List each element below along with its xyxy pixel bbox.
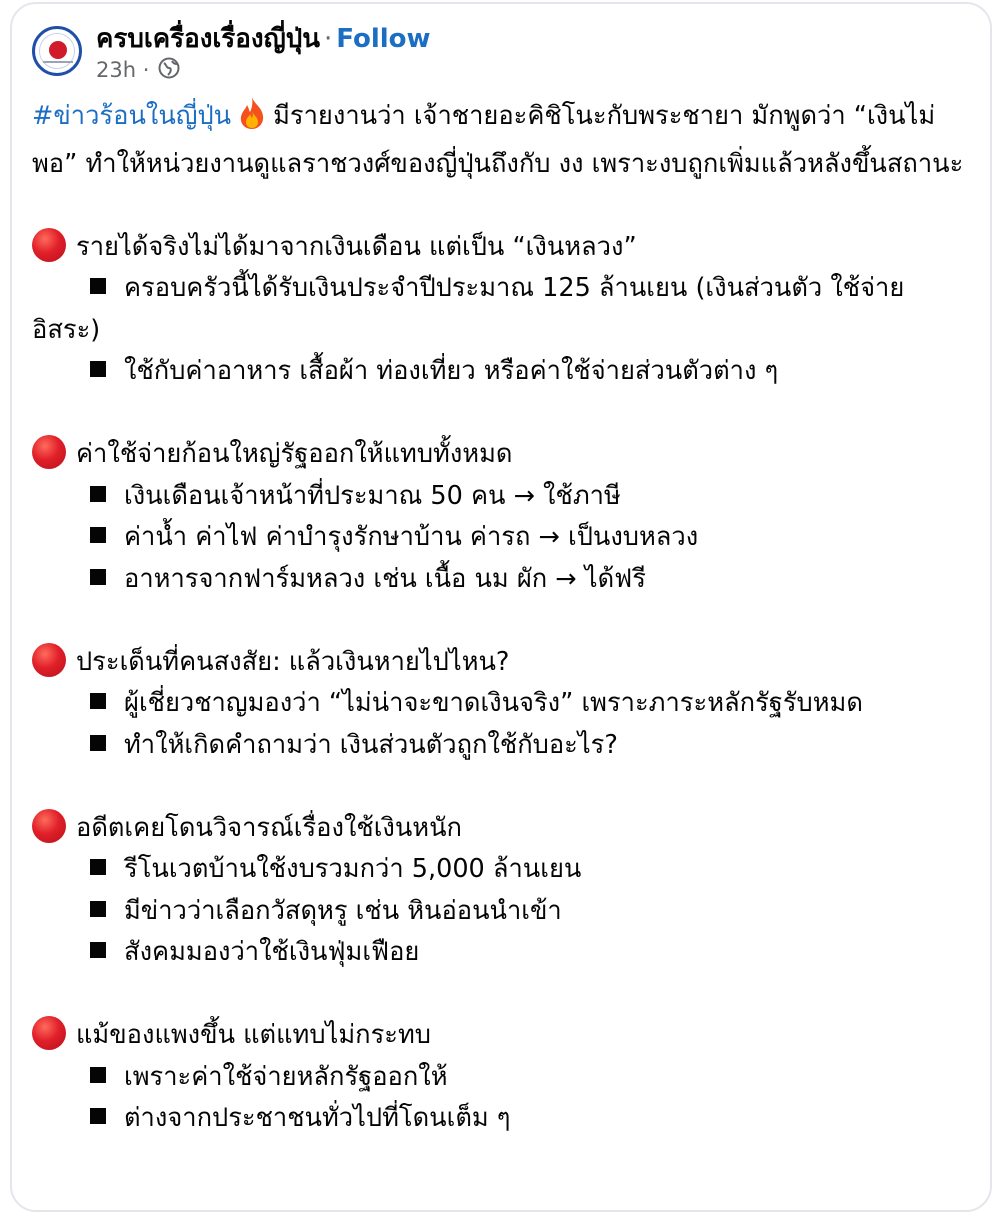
list-item bbox=[32, 1098, 972, 1140]
spacer bbox=[32, 600, 972, 642]
list-item bbox=[32, 268, 972, 351]
meta-separator: · bbox=[142, 58, 150, 82]
list-item bbox=[32, 932, 972, 974]
list-item-text: มีข่าวว่าเลือกวัสดุหรู เช่น หินอ่อนนำเข้า bbox=[124, 895, 562, 926]
red-circle-icon bbox=[32, 1016, 66, 1050]
list-item-text: ใช้กับค่าอาหาร เสื้อผ้า ท่องเที่ยว หรือค่าใช้จ่ายส่วนตัวต่าง ๆ bbox=[124, 356, 779, 386]
section-4 bbox=[32, 808, 972, 974]
black-square-icon bbox=[90, 361, 106, 377]
black-square-icon bbox=[90, 486, 106, 502]
avatar-logo bbox=[39, 33, 75, 69]
list-item-text: ต่างจากประชาชนทั่วไปที่โดนเต็ม ๆ bbox=[124, 1103, 511, 1133]
page-avatar[interactable] bbox=[32, 26, 82, 76]
list-item-text: ผู้เชี่ยวชาญมองว่า “ไม่น่าจะขาดเงินจริง” เพราะภาระหลักรัฐรับหมด bbox=[124, 688, 863, 718]
black-square-icon bbox=[90, 735, 106, 751]
list-item-text: รีโนเวตบ้านใช้งบรวมกว่า 5,000 ล้านเยน bbox=[124, 854, 582, 884]
author-name[interactable]: ครบเครื่องเรื่องญี่ปุ่น bbox=[96, 24, 321, 54]
black-square-icon bbox=[90, 527, 106, 543]
post-meta bbox=[96, 56, 180, 86]
section-1 bbox=[32, 227, 972, 393]
fire-emoji-icon bbox=[237, 96, 267, 144]
black-square-icon bbox=[90, 901, 106, 917]
section-heading bbox=[32, 808, 972, 850]
section-heading bbox=[32, 642, 972, 684]
intro-text: มีรายงานว่า เจ้าชายอะคิชิโนะกับพระชายา มักพูดว่า “เงินไม่พอ” ทำให้หน่วยงานดูแลราชวงศ์ของญี่ปุ่นถึงกับ งง เพราะงบถูกเพิ่มแล้วหลังขึ้นสถานะ bbox=[32, 101, 964, 179]
section-3 bbox=[32, 642, 972, 767]
section-heading-text: รายได้จริงไม่ได้มาจากเงินเดือน แต่เป็น “เงินหลวง” bbox=[76, 231, 637, 262]
list-item bbox=[32, 517, 972, 559]
spacer bbox=[32, 766, 972, 808]
list-item-text: ทำให้เกิดคำถามว่า เงินส่วนตัวถูกใช้กับอะไร? bbox=[124, 729, 618, 760]
section-5 bbox=[32, 1015, 972, 1140]
author-row bbox=[96, 22, 431, 56]
black-square-icon bbox=[90, 278, 106, 294]
follow-button[interactable]: Follow bbox=[336, 24, 431, 54]
red-circle-icon bbox=[32, 228, 66, 262]
spacer bbox=[32, 393, 972, 435]
globe-icon bbox=[158, 57, 180, 86]
list-item-text: เงินเดือนเจ้าหน้าที่ประมาณ 50 คน → ใช้ภาษี bbox=[124, 480, 621, 511]
post-header bbox=[32, 22, 932, 86]
list-item bbox=[32, 849, 972, 891]
red-circle-icon bbox=[32, 643, 66, 677]
list-item bbox=[32, 1057, 972, 1099]
logo-text-line bbox=[43, 61, 73, 63]
section-heading bbox=[32, 1015, 972, 1057]
list-item-text: เพราะค่าใช้จ่ายหลักรัฐออกให้ bbox=[124, 1061, 448, 1092]
black-square-icon bbox=[90, 569, 106, 585]
black-square-icon bbox=[90, 1108, 106, 1124]
spacer bbox=[32, 974, 972, 1016]
list-item bbox=[32, 683, 972, 725]
list-item-text: อาหารจากฟาร์มหลวง เช่น เนื้อ นม ผัก → ได้ฟรี bbox=[124, 563, 646, 594]
spacer bbox=[32, 185, 972, 227]
list-item bbox=[32, 559, 972, 601]
hashtag-link[interactable]: #ข่าวร้อนในญี่ปุ่น bbox=[32, 101, 232, 131]
list-item-text: ครอบครัวนี้ได้รับเงินประจำปีประมาณ 125 ล้านเยน (เงินส่วนตัว ใช้จ่ายอิสระ) bbox=[32, 273, 905, 345]
section-2 bbox=[32, 434, 972, 600]
post-text bbox=[32, 96, 972, 1140]
list-item-text: ค่าน้ำ ค่าไฟ ค่าบำรุงรักษาบ้าน ค่ารถ → เป็นงบหลวง bbox=[124, 522, 699, 552]
red-circle-icon bbox=[32, 435, 66, 469]
post-time[interactable]: 23h bbox=[96, 58, 137, 82]
post-card bbox=[10, 2, 992, 1212]
list-item bbox=[32, 891, 972, 933]
black-square-icon bbox=[90, 693, 106, 709]
black-square-icon bbox=[90, 1067, 106, 1083]
separator: · bbox=[324, 24, 333, 54]
section-heading-text: แม้ของแพงขึ้น แต่แทบไม่กระทบ bbox=[76, 1020, 431, 1050]
section-heading-text: ค่าใช้จ่ายก้อนใหญ่รัฐออกให้แทบทั้งหมด bbox=[76, 439, 513, 469]
section-heading-text: อดีตเคยโดนวิจารณ์เรื่องใช้เงินหนัก bbox=[76, 812, 462, 843]
section-heading bbox=[32, 227, 972, 269]
red-circle-icon bbox=[32, 809, 66, 843]
section-heading-text: ประเด็นที่คนสงสัย: แล้วเงินหายไปไหน? bbox=[76, 646, 510, 677]
list-item-text: สังคมมองว่าใช้เงินฟุ่มเฟือย bbox=[124, 937, 420, 967]
list-item bbox=[32, 351, 972, 393]
red-sun-icon bbox=[49, 41, 67, 59]
section-heading bbox=[32, 434, 972, 476]
list-item bbox=[32, 725, 972, 767]
black-square-icon bbox=[90, 859, 106, 875]
list-item bbox=[32, 476, 972, 518]
intro-paragraph bbox=[32, 96, 972, 185]
black-square-icon bbox=[90, 942, 106, 958]
